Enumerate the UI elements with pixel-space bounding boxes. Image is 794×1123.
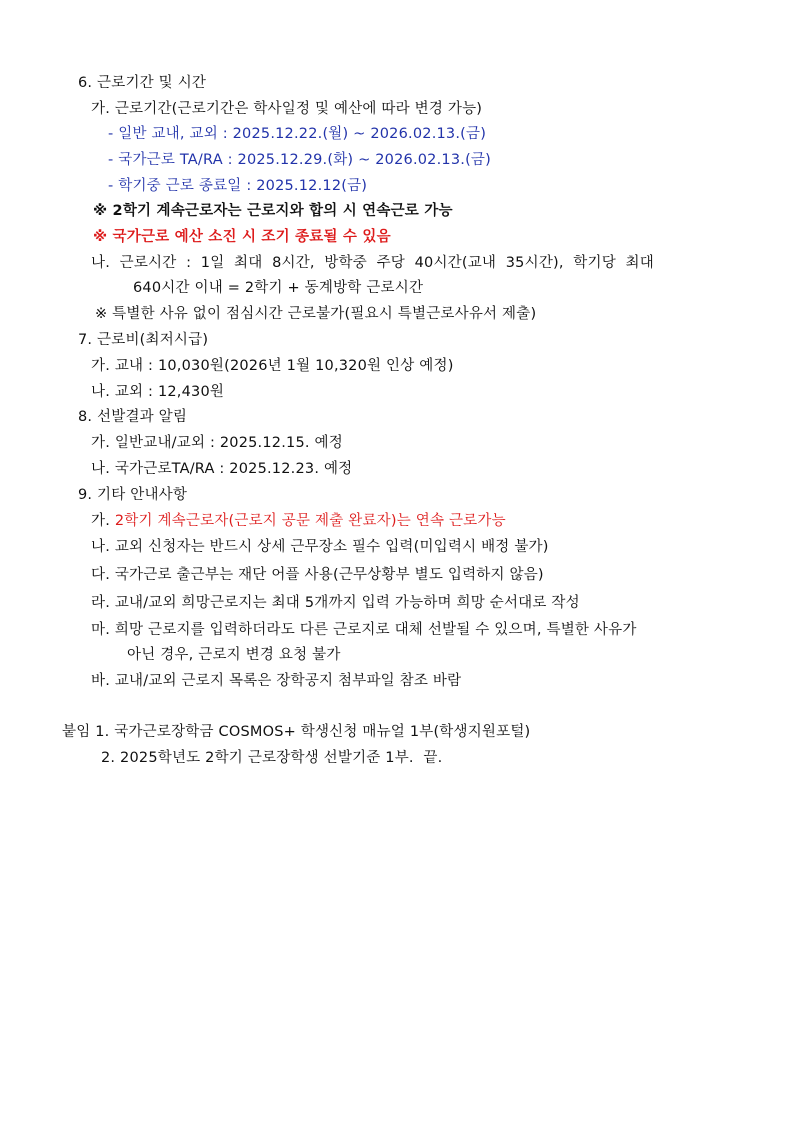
- section-6-ga: 가. 근로기간(근로기간은 학사일정 및 예산에 따라 변경 가능): [91, 101, 483, 117]
- section-9-na: 나. 교외 신청자는 반드시 상세 근무장소 필수 입력(미입력시 배정 불가): [91, 539, 549, 555]
- section-9-heading: 9. 기타 안내사항: [78, 487, 188, 503]
- section-6-ga-period-tara: - 국가근로 TA/RA : 2025.12.29.(화) ~ 2026.02.13.(금): [108, 152, 491, 168]
- section-6-ga-semester-end: - 학기중 근로 종료일 : 2025.12.12(금): [108, 178, 368, 194]
- section-8-na: 나. 국가근로TA/RA : 2025.12.23. 예정: [91, 461, 353, 477]
- section-8-ga: 가. 일반교내/교외 : 2025.12.15. 예정: [91, 435, 343, 451]
- section-9-ma-line1: 마. 희망 근로지를 입력하더라도 다른 근로지로 대체 선발될 수 있으며, 특별한 사유가: [91, 622, 637, 638]
- section-6-na-line1: 나. 근로시간 : 1일 최대 8시간, 방학중 주당 40시간(교내 35시간), 학기당 최대: [91, 255, 654, 271]
- section-9-ma-line2: 아닌 경우, 근로지 변경 요청 불가: [127, 647, 341, 663]
- section-6-note-budget: ※ 국가근로 예산 소진 시 조기 종료될 수 있음: [93, 229, 391, 245]
- section-7-na: 나. 교외 : 12,430원: [91, 384, 225, 400]
- section-6-note-lunch: ※ 특별한 사유 없이 점심시간 근로불가(필요시 특별근로사유서 제출): [95, 306, 537, 322]
- attachment-line-2: 2. 2025학년도 2학기 근로장학생 선발기준 1부. 끝.: [101, 750, 443, 766]
- section-6-note-continuous: ※ 2학기 계속근로자는 근로지와 합의 시 연속근로 가능: [93, 203, 453, 219]
- section-7-heading: 7. 근로비(최저시급): [78, 332, 209, 348]
- attachment-line-1: 붙임 1. 국가근로장학금 COSMOS+ 학생신청 매뉴얼 1부(학생지원포털): [62, 724, 531, 740]
- section-9-ga-text: 2학기 계속근로자(근로지 공문 제출 완료자)는 연속 근로가능: [114, 513, 506, 529]
- section-9-ga: [91, 511, 506, 531]
- section-7-ga: 가. 교내 : 10,030원(2026년 1월 10,320원 인상 예정): [91, 358, 454, 374]
- section-6-ga-period-general: - 일반 교내, 교외 : 2025.12.22.(월) ~ 2026.02.13.(금): [108, 126, 487, 142]
- section-9-ra: 라. 교내/교외 희망근로지는 최대 5개까지 입력 가능하며 희망 순서대로 작성: [91, 595, 580, 611]
- section-9-ba: 바. 교내/교외 근로지 목록은 장학공지 첨부파일 참조 바람: [91, 673, 462, 689]
- section-6-na-line2: 640시간 이내 = 2학기 + 동계방학 근로시간: [133, 280, 424, 296]
- section-9-ga-prefix: 가.: [91, 513, 115, 529]
- section-9-da: 다. 국가근로 출근부는 재단 어플 사용(근무상황부 별도 입력하지 않음): [91, 567, 544, 583]
- section-6-heading: 6. 근로기간 및 시간: [78, 75, 207, 91]
- section-8-heading: 8. 선발결과 알림: [78, 409, 188, 425]
